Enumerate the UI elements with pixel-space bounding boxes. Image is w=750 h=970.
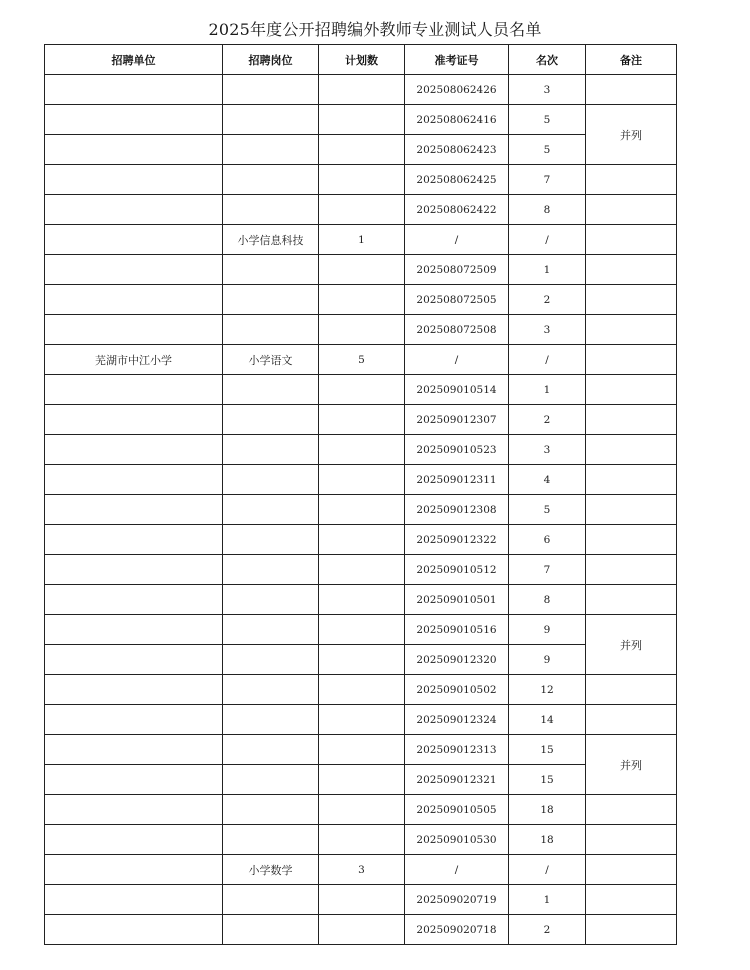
cell-post (223, 105, 319, 135)
cell-exam-id: 202509012320 (405, 645, 509, 675)
cell-exam-id: 202509010523 (405, 435, 509, 465)
cell-rank: 7 (509, 165, 586, 195)
cell-post (223, 825, 319, 855)
cell-plan (319, 705, 405, 735)
cell-note (586, 915, 677, 945)
cell-post (223, 735, 319, 765)
header-exam-id: 准考证号 (405, 45, 509, 75)
table-row (45, 75, 677, 105)
cell-note (586, 345, 677, 375)
cell-exam-id: 202508062416 (405, 105, 509, 135)
cell-exam-id: 202509012324 (405, 705, 509, 735)
cell-plan: 1 (319, 225, 405, 255)
cell-plan (319, 435, 405, 465)
table-row (45, 345, 677, 375)
cell-plan (319, 885, 405, 915)
cell-note (586, 705, 677, 735)
cell-unit (45, 855, 223, 885)
cell-post (223, 585, 319, 615)
cell-post (223, 495, 319, 525)
cell-plan (319, 315, 405, 345)
cell-unit (45, 675, 223, 705)
cell-exam-id: 202509012322 (405, 525, 509, 555)
cell-unit (45, 915, 223, 945)
cell-note (586, 825, 677, 855)
cell-plan: 5 (319, 345, 405, 375)
cell-rank: / (509, 225, 586, 255)
cell-rank: 5 (509, 105, 586, 135)
header-unit: 招聘单位 (45, 45, 223, 75)
cell-unit (45, 765, 223, 795)
cell-post: 小学数学 (223, 855, 319, 885)
cell-note (586, 315, 677, 345)
cell-rank: 8 (509, 195, 586, 225)
cell-note (586, 375, 677, 405)
cell-post (223, 285, 319, 315)
cell-exam-id: 202508072505 (405, 285, 509, 315)
cell-note (586, 855, 677, 885)
cell-rank: 4 (509, 465, 586, 495)
cell-post (223, 75, 319, 105)
header-post: 招聘岗位 (223, 45, 319, 75)
cell-plan (319, 645, 405, 675)
table-row (45, 135, 677, 165)
cell-exam-id: 202509010501 (405, 585, 509, 615)
cell-plan (319, 165, 405, 195)
cell-plan (319, 675, 405, 705)
cell-rank: 9 (509, 645, 586, 675)
cell-unit (45, 555, 223, 585)
cell-post (223, 525, 319, 555)
table-row (45, 585, 677, 615)
cell-rank: 3 (509, 315, 586, 345)
cell-unit (45, 495, 223, 525)
cell-unit (45, 375, 223, 405)
cell-post (223, 645, 319, 675)
cell-post (223, 915, 319, 945)
roster-table (44, 44, 677, 945)
cell-unit (45, 405, 223, 435)
table-row (45, 285, 677, 315)
table-row (45, 405, 677, 435)
cell-rank: 15 (509, 765, 586, 795)
cell-plan (319, 915, 405, 945)
table-row (45, 225, 677, 255)
cell-plan (319, 465, 405, 495)
cell-plan (319, 615, 405, 645)
cell-note (586, 435, 677, 465)
cell-rank: 3 (509, 435, 586, 465)
cell-unit (45, 705, 223, 735)
cell-post (223, 705, 319, 735)
cell-rank: / (509, 345, 586, 375)
cell-unit (45, 735, 223, 765)
cell-exam-id: / (405, 855, 509, 885)
cell-exam-id: 202508062426 (405, 75, 509, 105)
cell-plan (319, 285, 405, 315)
cell-post (223, 465, 319, 495)
cell-plan (319, 75, 405, 105)
header-note: 备注 (586, 45, 677, 75)
cell-rank: 7 (509, 555, 586, 585)
cell-post (223, 615, 319, 645)
cell-rank: 2 (509, 285, 586, 315)
cell-note (586, 795, 677, 825)
table-row (45, 855, 677, 885)
cell-note (586, 405, 677, 435)
cell-note (586, 225, 677, 255)
cell-exam-id: 202509010514 (405, 375, 509, 405)
cell-exam-id: 202509010505 (405, 795, 509, 825)
cell-unit (45, 885, 223, 915)
cell-post (223, 435, 319, 465)
table-row (45, 495, 677, 525)
cell-exam-id: 202508062423 (405, 135, 509, 165)
cell-exam-id: 202509012307 (405, 405, 509, 435)
cell-note: 并列 (586, 615, 677, 675)
cell-note (586, 465, 677, 495)
cell-note: 并列 (586, 735, 677, 795)
cell-rank: 12 (509, 675, 586, 705)
cell-rank: 14 (509, 705, 586, 735)
cell-exam-id: 202509020719 (405, 885, 509, 915)
cell-post (223, 885, 319, 915)
cell-rank: 15 (509, 735, 586, 765)
cell-post (223, 555, 319, 585)
cell-unit: 芜湖市中江小学 (45, 345, 223, 375)
cell-note (586, 75, 677, 105)
header-rank: 名次 (509, 45, 586, 75)
cell-rank: 18 (509, 825, 586, 855)
cell-plan (319, 735, 405, 765)
table-row (45, 615, 677, 645)
cell-exam-id: 202508072509 (405, 255, 509, 285)
cell-post (223, 795, 319, 825)
cell-unit (45, 435, 223, 465)
table-row (45, 795, 677, 825)
table-row (45, 195, 677, 225)
table-row (45, 525, 677, 555)
cell-post (223, 195, 319, 225)
cell-plan (319, 495, 405, 525)
cell-rank: 1 (509, 375, 586, 405)
cell-unit (45, 165, 223, 195)
cell-plan (319, 105, 405, 135)
cell-post (223, 675, 319, 705)
cell-post (223, 135, 319, 165)
cell-note (586, 585, 677, 615)
cell-exam-id: 202509020718 (405, 915, 509, 945)
table-row (45, 915, 677, 945)
cell-rank: 5 (509, 495, 586, 525)
cell-rank: 9 (509, 615, 586, 645)
cell-post (223, 405, 319, 435)
cell-exam-id: 202508062422 (405, 195, 509, 225)
cell-unit (45, 225, 223, 255)
cell-rank: 1 (509, 885, 586, 915)
cell-rank: 2 (509, 915, 586, 945)
cell-note: 并列 (586, 105, 677, 165)
cell-plan (319, 195, 405, 225)
roster-body (45, 75, 677, 945)
cell-note (586, 525, 677, 555)
cell-plan (319, 795, 405, 825)
cell-note (586, 255, 677, 285)
cell-plan: 3 (319, 855, 405, 885)
cell-post (223, 765, 319, 795)
cell-exam-id: 202509010512 (405, 555, 509, 585)
cell-note (586, 165, 677, 195)
cell-unit (45, 135, 223, 165)
table-row (45, 765, 677, 795)
cell-exam-id: 202509012321 (405, 765, 509, 795)
cell-post: 小学信息科技 (223, 225, 319, 255)
cell-note (586, 555, 677, 585)
cell-unit (45, 465, 223, 495)
header-plan: 计划数 (319, 45, 405, 75)
cell-rank: 18 (509, 795, 586, 825)
header-row (45, 45, 677, 75)
cell-exam-id: 202509012311 (405, 465, 509, 495)
cell-rank: 3 (509, 75, 586, 105)
table-row (45, 675, 677, 705)
cell-rank: / (509, 855, 586, 885)
cell-unit (45, 825, 223, 855)
cell-unit (45, 525, 223, 555)
cell-exam-id: 202508072508 (405, 315, 509, 345)
table-row (45, 735, 677, 765)
cell-unit (45, 75, 223, 105)
cell-rank: 1 (509, 255, 586, 285)
cell-rank: 2 (509, 405, 586, 435)
cell-plan (319, 405, 405, 435)
cell-exam-id: 202509010530 (405, 825, 509, 855)
table-row (45, 255, 677, 285)
cell-post: 小学语文 (223, 345, 319, 375)
table-row (45, 885, 677, 915)
cell-rank: 5 (509, 135, 586, 165)
cell-note (586, 495, 677, 525)
cell-plan (319, 135, 405, 165)
cell-post (223, 165, 319, 195)
cell-plan (319, 585, 405, 615)
cell-plan (319, 375, 405, 405)
cell-unit (45, 195, 223, 225)
document-title: 2025年度公开招聘编外教师专业测试人员名单 (208, 20, 542, 39)
table-row (45, 705, 677, 735)
cell-unit (45, 105, 223, 135)
table-row (45, 105, 677, 135)
cell-unit (45, 615, 223, 645)
cell-note (586, 195, 677, 225)
cell-note (586, 675, 677, 705)
table-row (45, 165, 677, 195)
cell-unit (45, 645, 223, 675)
table-row (45, 465, 677, 495)
cell-plan (319, 255, 405, 285)
cell-exam-id: / (405, 345, 509, 375)
cell-post (223, 375, 319, 405)
cell-plan (319, 825, 405, 855)
table-row (45, 435, 677, 465)
cell-unit (45, 315, 223, 345)
cell-plan (319, 525, 405, 555)
table-row (45, 825, 677, 855)
cell-plan (319, 555, 405, 585)
cell-rank: 8 (509, 585, 586, 615)
cell-unit (45, 795, 223, 825)
cell-unit (45, 285, 223, 315)
cell-exam-id: / (405, 225, 509, 255)
table-row (45, 315, 677, 345)
cell-note (586, 285, 677, 315)
cell-unit (45, 255, 223, 285)
table-row (45, 375, 677, 405)
table-row (45, 555, 677, 585)
cell-exam-id: 202509010502 (405, 675, 509, 705)
cell-exam-id: 202508062425 (405, 165, 509, 195)
cell-exam-id: 202509012313 (405, 735, 509, 765)
cell-unit (45, 585, 223, 615)
cell-post (223, 315, 319, 345)
cell-exam-id: 202509010516 (405, 615, 509, 645)
cell-plan (319, 765, 405, 795)
cell-rank: 6 (509, 525, 586, 555)
cell-exam-id: 202509012308 (405, 495, 509, 525)
cell-post (223, 255, 319, 285)
cell-note (586, 885, 677, 915)
table-row (45, 645, 677, 675)
